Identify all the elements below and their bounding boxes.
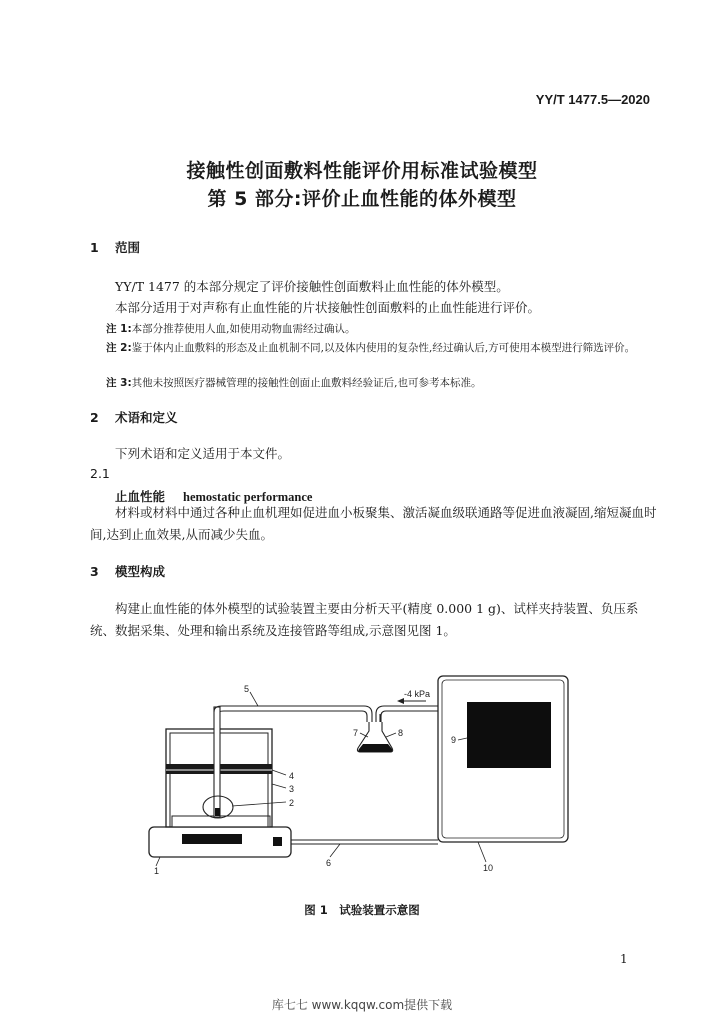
document-title-line1: 接触性创面敷料性能评价用标准试验模型 (186, 160, 538, 182)
tubing-to-controller-outer (376, 706, 438, 722)
note-3-label: 注 3: (106, 377, 132, 389)
note-1-label: 注 1: (106, 323, 132, 335)
document-title-line2: 第 5 部分:评价止血性能的体外模型 (207, 188, 517, 210)
label-10: 10 (483, 863, 494, 873)
section-3-number: 3 (90, 564, 99, 579)
label-5: 5 (244, 684, 250, 694)
section-3-title: 模型构成 (115, 564, 166, 579)
section-2-title: 术语和定义 (115, 410, 178, 425)
balance-display (182, 834, 242, 844)
label-1: 1 (154, 866, 160, 876)
label-8: 8 (398, 728, 404, 738)
label-3: 3 (289, 784, 295, 794)
section-2-number: 2 (90, 410, 99, 425)
label-4: 4 (289, 771, 295, 781)
section-2-paragraph-1: 下列术语和定义适用于本文件。 (115, 446, 291, 461)
pressure-label: -4 kPa (404, 689, 431, 699)
page-number: 1 (620, 952, 628, 966)
download-watermark: 库七七 www.kqqw.com提供下载 (271, 998, 453, 1012)
tubing-5-inner (220, 711, 367, 722)
section-1-paragraph-1: YY/T 1477 的本部分规定了评价接触性创面敷料止血性能的体外模型。 (115, 279, 509, 294)
display-screen (467, 702, 551, 768)
note-2-label: 注 2: (106, 342, 132, 354)
label-7: 7 (353, 728, 359, 738)
standard-code: YY/T 1477.5—2020 (535, 92, 650, 107)
section-1-paragraph-2: 本部分适用于对声称有止血性能的片状接触性创面敷料的止血性能进行评价。 (115, 300, 541, 315)
term-definition: 材料或材料中通过各种止血机理如促进血小板聚集、激活凝血级联通路等促进血液凝固,缩短凝血时间,达到止血效果,从而减少失血。 (90, 505, 657, 542)
flask-liquid (358, 744, 392, 752)
term-number: 2.1 (90, 466, 110, 481)
section-3-paragraph-1: 构建止血性能的体外模型的试验装置主要由分析天平(精度 0.000 1 g)、试样夹持装置、负压系统、数据采集、处理和输出系统及连接管路等组成,示意图见图 1。 (90, 601, 639, 638)
tubing-to-controller-inner (381, 711, 438, 722)
term-english: hemostatic performance (183, 490, 313, 504)
label-6: 6 (326, 858, 332, 868)
note-2-text: 鉴于体内止血敷料的形态及止血机制不同,以及体内使用的复杂性,经过确认后,方可使用本模型进行筛选评价。 (131, 342, 636, 354)
pressure-arrow-head (397, 698, 404, 704)
sample (215, 808, 220, 816)
figure-caption: 图 1 试验装置示意图 (304, 903, 420, 917)
label-9: 9 (451, 735, 457, 745)
note-3-text: 其他未按照医疗器械管理的接触性创面止血敷料经验证后,也可参考本标准。 (131, 377, 482, 389)
vertical-tube (214, 707, 220, 817)
balance-button (273, 837, 282, 846)
note-1-text: 本部分推荐使用人血,如使用动物血需经过确认。 (131, 323, 356, 335)
section-1-title: 范围 (115, 240, 141, 255)
section-1-number: 1 (90, 240, 99, 255)
label-2: 2 (289, 798, 295, 808)
term-chinese: 止血性能 (115, 489, 166, 504)
tubing-5-outer (214, 706, 372, 722)
